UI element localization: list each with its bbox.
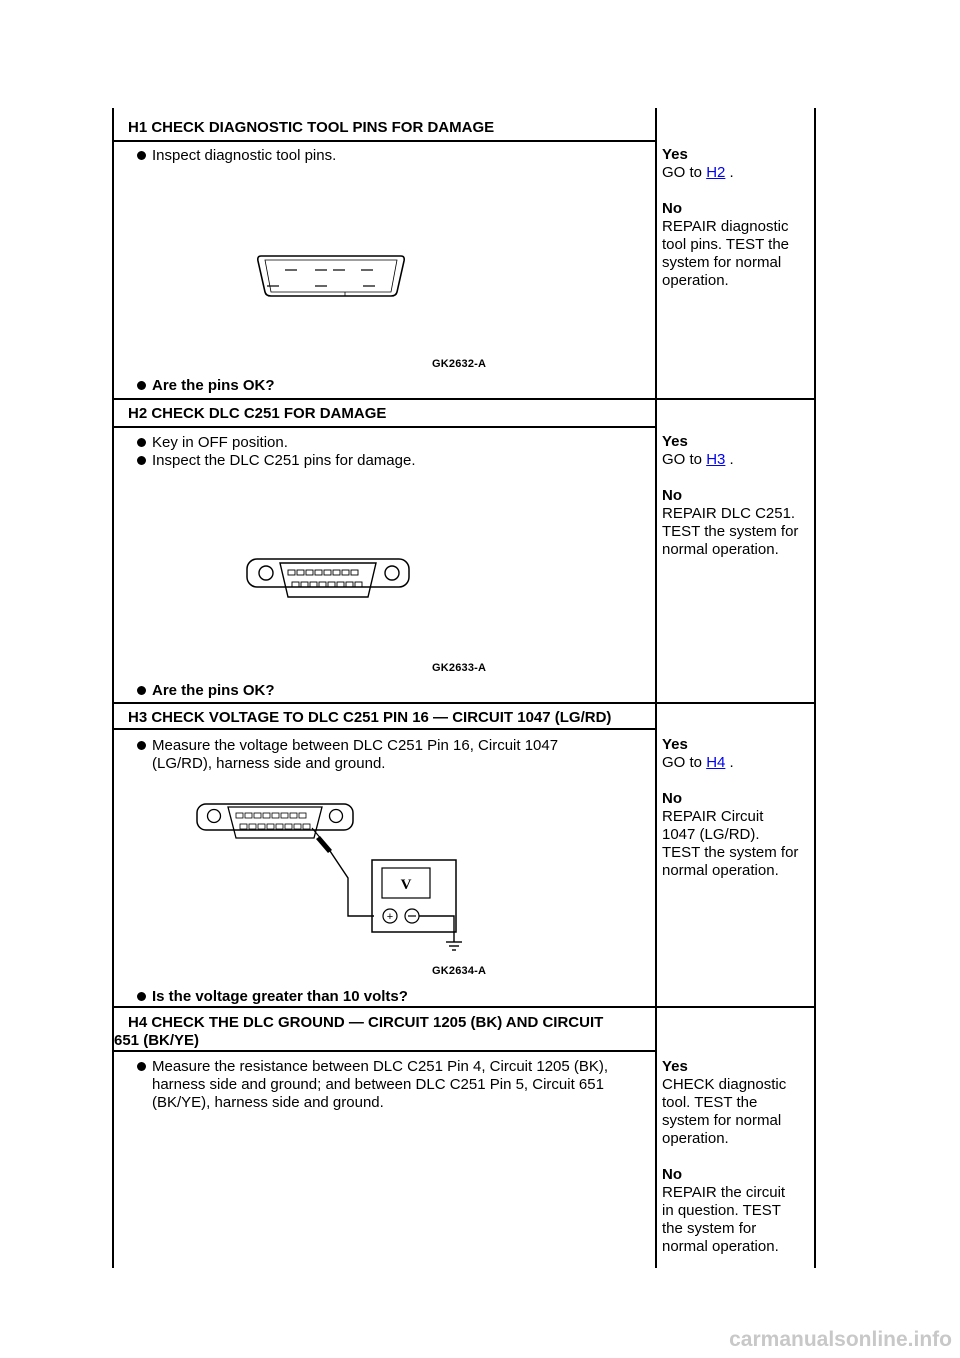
step-h2-action: Key in OFF position. bbox=[152, 434, 288, 451]
step-h3-question: Is the voltage greater than 10 volts? bbox=[152, 988, 408, 1005]
no-line: normal operation. bbox=[662, 862, 779, 879]
step-h2-title: H2 CHECK DLC C251 FOR DAMAGE bbox=[128, 405, 387, 422]
yes-line: tool. TEST the bbox=[662, 1094, 758, 1111]
footer-watermark: carmanualsonline.info bbox=[729, 1328, 952, 1351]
diagnostic-tool-connector-figure bbox=[255, 252, 407, 300]
step-h4-action: Measure the resistance between DLC C251 Pin 4, Circuit 1205 (BK), harness side and ground; and between DLC C251 Pin 5, Circuit 651 (BK/YE), harness side and ground. bbox=[152, 1058, 622, 1112]
no-label: No bbox=[662, 1166, 682, 1183]
row-divider-h4 bbox=[112, 1050, 657, 1052]
yes-action: GO to H2 . bbox=[662, 164, 734, 181]
no-line: REPAIR DLC C251. bbox=[662, 505, 796, 522]
no-label: No bbox=[662, 200, 682, 217]
yes-label: Yes bbox=[662, 736, 688, 753]
step-h4-title-line2: 651 (BK/YE) bbox=[114, 1032, 200, 1049]
no-line: tool pins. TEST the bbox=[662, 236, 790, 253]
yes-text: GO to bbox=[662, 451, 703, 468]
no-line: TEST the system for bbox=[662, 844, 799, 861]
table-left-border bbox=[112, 108, 114, 1268]
yes-label: Yes bbox=[662, 146, 688, 163]
step-h2-action: Inspect the DLC C251 pins for damage. bbox=[152, 452, 416, 469]
yes-action: GO to H3 . bbox=[662, 451, 734, 468]
no-label: No bbox=[662, 487, 682, 504]
yes-label: Yes bbox=[662, 1058, 688, 1075]
no-line: operation. bbox=[662, 272, 729, 289]
no-line: the system for bbox=[662, 1220, 757, 1237]
voltage-test-figure bbox=[194, 798, 466, 960]
row-divider-h2 bbox=[112, 426, 657, 428]
goto-h3-link[interactable]: H3 bbox=[706, 451, 726, 468]
no-line: REPAIR diagnostic bbox=[662, 218, 789, 235]
step-h4-title bbox=[114, 1014, 603, 1050]
step-h3-result bbox=[662, 736, 812, 880]
step-h1-question: Are the pins OK? bbox=[152, 377, 275, 394]
row-divider-h3 bbox=[112, 728, 657, 730]
step-h2-result bbox=[662, 433, 812, 559]
step-h3-action: Measure the voltage between DLC C251 Pin 16, Circuit 1047 (LG/RD), harness side and ground. bbox=[152, 737, 622, 773]
no-label: No bbox=[662, 790, 682, 807]
no-line: normal operation. bbox=[662, 541, 779, 558]
no-line: system for normal bbox=[662, 254, 782, 271]
row-divider-h1 bbox=[112, 140, 657, 142]
step-h2-question: Are the pins OK? bbox=[152, 682, 275, 699]
column-divider bbox=[655, 108, 657, 1268]
step-h1-title: H1 CHECK DIAGNOSTIC TOOL PINS FOR DAMAGE bbox=[128, 119, 495, 136]
no-line: TEST the system for bbox=[662, 523, 799, 540]
goto-h4-link[interactable]: H4 bbox=[706, 754, 726, 771]
goto-h2-link[interactable]: H2 bbox=[706, 164, 726, 181]
no-line: normal operation. bbox=[662, 1238, 779, 1255]
no-line: REPAIR Circuit bbox=[662, 808, 764, 825]
yes-line: operation. bbox=[662, 1130, 729, 1147]
svg-text:+: + bbox=[386, 911, 394, 923]
row-divider-h2-end bbox=[112, 702, 816, 704]
yes-text: GO to bbox=[662, 164, 703, 181]
step-h1-action: Inspect diagnostic tool pins. bbox=[152, 147, 337, 164]
step-h4-result bbox=[662, 1058, 812, 1256]
yes-line: system for normal bbox=[662, 1112, 782, 1129]
yes-action: GO to H4 . bbox=[662, 754, 734, 771]
yes-line: CHECK diagnostic bbox=[662, 1076, 787, 1093]
step-h2-figure-caption: GK2633-A bbox=[432, 662, 487, 674]
step-h4-title-line1: H4 CHECK THE DLC GROUND — CIRCUIT 1205 (BK) AND CIRCUIT bbox=[128, 1014, 604, 1031]
step-h3-title: H3 CHECK VOLTAGE TO DLC C251 PIN 16 — CIRCUIT 1047 (LG/RD) bbox=[128, 709, 612, 726]
row-divider-h3-end bbox=[112, 1006, 816, 1008]
step-h3-figure-caption: GK2634-A bbox=[432, 965, 487, 977]
step-h1-result bbox=[662, 146, 812, 290]
yes-label: Yes bbox=[662, 433, 688, 450]
no-line: 1047 (LG/RD). bbox=[662, 826, 760, 843]
row-divider-h1-end bbox=[112, 398, 816, 400]
yes-text: GO to bbox=[662, 754, 703, 771]
dlc-connector-figure bbox=[244, 553, 412, 603]
table-right-border bbox=[814, 108, 816, 1268]
no-line: in question. TEST bbox=[662, 1202, 781, 1219]
no-line: REPAIR the circuit bbox=[662, 1184, 786, 1201]
step-h1-figure-caption: GK2632-A bbox=[432, 358, 487, 370]
meter-label: V bbox=[400, 877, 412, 893]
